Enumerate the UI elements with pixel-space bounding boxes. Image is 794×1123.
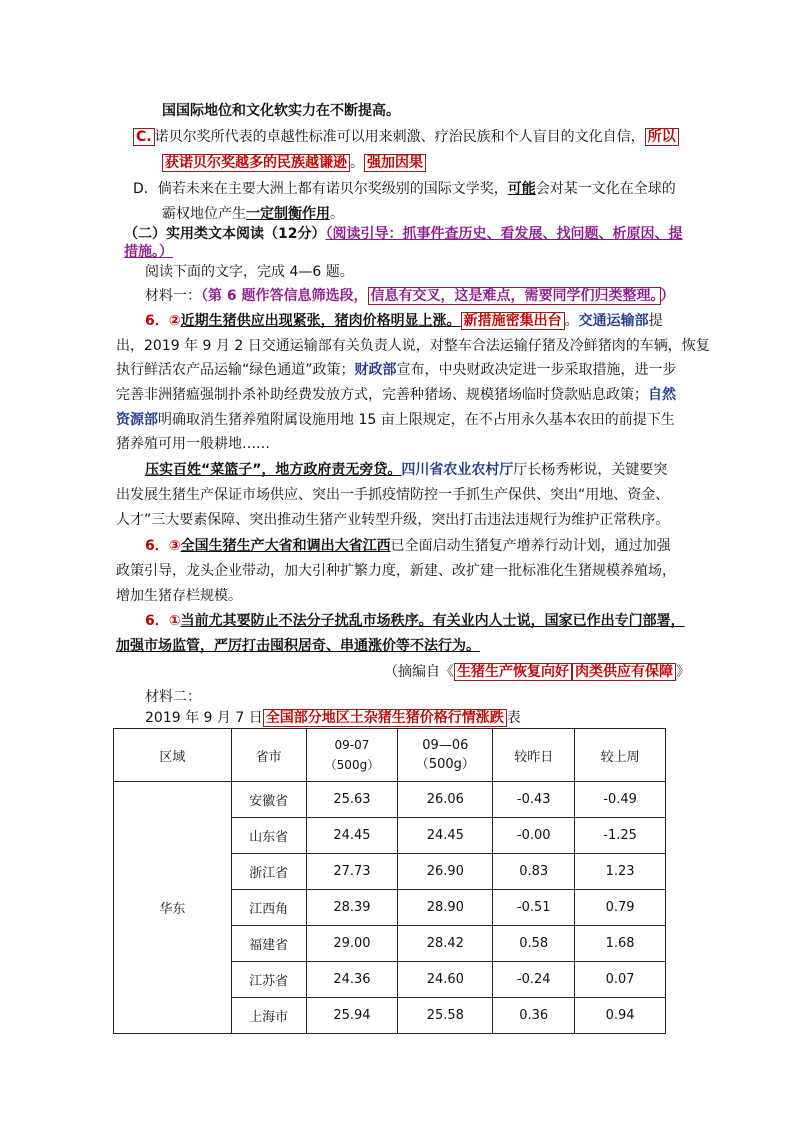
section-tip-line2: 措施。） — [124, 244, 173, 260]
option-c-line2: 获诺贝尔奖越多的民族越谦逊 。 强加因果 — [162, 152, 426, 174]
header-region: 区域 — [114, 729, 232, 782]
paragraph-three-line3: 增加生猪存栏规模。 — [116, 588, 242, 604]
header-vs-last-week: 较上周 — [575, 729, 666, 782]
option-b-continuation: 国国际地位和文化软实力在不断提高。 — [162, 103, 400, 119]
option-d-line2: 霸权地位产生一定制衡作用。 — [162, 206, 344, 222]
table-cell: -1.25 — [575, 818, 666, 854]
table-caption: 2019 年 9 月 7 日 全国部分地区土杂猪生猪价格行情涨跌 表 — [145, 710, 521, 726]
paragraph-three-line2: 政策引导，龙头企业带动，加大引种扩繁力度，新建、改扩建一批标准化生猪规模养殖场， — [116, 563, 676, 579]
paragraph-four-line1: 6．①当前尤其要防止不法分子扰乱市场秩序。有关业内人士说，国家已作出专门部署， — [145, 613, 685, 629]
table-cell: 0.07 — [575, 962, 666, 998]
header-vs-yesterday: 较昨日 — [493, 729, 575, 782]
header-0906: 09—06（500g） — [398, 729, 493, 782]
table-cell: 安徽省 — [231, 782, 306, 818]
option-d: D．倘若未来在主要大洲上都有诺贝尔奖级别的国际文学奖，可能会对某一文化在全球的 — [133, 181, 676, 197]
paragraph-four-line2: 加强市场监管，严厉打击囤积居奇、串通涨价等不法行为。 — [116, 638, 480, 654]
region-cell: 华东 — [114, 782, 232, 1034]
paragraph-one-line2: 出，2019 年 9 月 2 日交通运输部有关负责人说，对整车合法运输仔猪及冷鲜猪肉的车辆，恢复 — [116, 338, 710, 354]
table-cell: 0.36 — [493, 998, 575, 1034]
table-cell: 28.39 — [306, 890, 398, 926]
table-header-row — [114, 729, 666, 782]
table-cell: 江苏省 — [231, 962, 306, 998]
table-cell: 25.94 — [306, 998, 398, 1034]
table-cell: 25.63 — [306, 782, 398, 818]
table-cell: 上海市 — [231, 998, 306, 1034]
paragraph-one-line1: 6．②近期生猪供应出现紧张，猪肉价格明显上涨。 新措施密集出台 。交通运输部提 — [145, 313, 663, 329]
table-cell: 江西角 — [231, 890, 306, 926]
paragraph-two-line1: 压实百姓“菜篮子”，地方政府责无旁贷。四川省农业农村厅厅长杨秀彬说，关键要突 — [145, 462, 668, 478]
table-cell: 0.83 — [493, 854, 575, 890]
table-cell: 1.23 — [575, 854, 666, 890]
paragraph-one-line6: 猪养殖可用一般耕地…… — [116, 436, 270, 452]
option-c: C. 诺贝尔奖所代表的卓越性标准可以用来刺激、疗治民族和个人盲目的文化自信， 所以 — [133, 126, 679, 148]
source-citation: （摘编自《 生猪生产恢复向好 肉类供应有保障 》 — [384, 664, 690, 680]
table-cell: 24.45 — [398, 818, 493, 854]
price-table — [113, 728, 666, 1034]
table-cell: 0.58 — [493, 926, 575, 962]
paragraph-one-line3: 执行鲜活农产品运输“绿色通道”政策；财政部宣布，中央财政决定进一步采取措施，进一步 — [116, 362, 677, 378]
header-0907: 09-07 （500g） — [306, 729, 398, 782]
table-cell: -0.24 — [493, 962, 575, 998]
paragraph-two-line3: 人才”三大要素保障、突出推动生猪产业转型升级，突出打击违法违规行为维护正常秩序。 — [116, 512, 670, 528]
table-cell: 24.36 — [306, 962, 398, 998]
table-cell: 27.73 — [306, 854, 398, 890]
table-cell: -0.43 — [493, 782, 575, 818]
table-cell: 山东省 — [231, 818, 306, 854]
table-cell: 26.90 — [398, 854, 493, 890]
table-cell: 25.58 — [398, 998, 493, 1034]
section-title: （二）实用类文本阅读（12分）（阅读引导：抓事件查历史、看发展、找问题、析原因、提 — [124, 226, 683, 242]
header-province: 省市 — [231, 729, 306, 782]
table-cell: 29.00 — [306, 926, 398, 962]
table-cell: 0.94 — [575, 998, 666, 1034]
table-cell: 福建省 — [231, 926, 306, 962]
table-cell: 1.68 — [575, 926, 666, 962]
table-row — [114, 782, 666, 818]
paragraph-two-line2: 出发展生猪生产保证市场供应、突出一手抓疫情防控一手抓生产保供、突出“用地、资金、 — [116, 487, 670, 503]
table-cell: -0.00 — [493, 818, 575, 854]
table-cell: 26.06 — [398, 782, 493, 818]
table-cell: 0.79 — [575, 890, 666, 926]
paragraph-one-line4: 完善非洲猪瘟强制扑杀补助经费发放方式，完善种猪场、规模猪场临时贷款贴息政策；自然 — [116, 387, 676, 403]
table-cell: 浙江省 — [231, 854, 306, 890]
material-one-heading: 材料一：（第 6 题作答信息筛选段， 信息有交叉，这是难点，需要同学们归类整理。 ） — [145, 288, 675, 304]
reading-instruction: 阅读下面的文字，完成 4—6 题。 — [145, 264, 354, 280]
table-cell: -0.49 — [575, 782, 666, 818]
paragraph-three-line1: 6．③全国生猪生产大省和调出大省江西已全面启动生猪复产增养行动计划，通过加强 — [145, 538, 671, 554]
material-two-heading: 材料二： — [145, 689, 201, 705]
table-cell: 24.45 — [306, 818, 398, 854]
table-cell: -0.51 — [493, 890, 575, 926]
table-cell: 28.90 — [398, 890, 493, 926]
table-cell: 28.42 — [398, 926, 493, 962]
table-cell: 24.60 — [398, 962, 493, 998]
paragraph-one-line5: 资源部明确取消生猪养殖附属设施用地 15 亩上限规定，在不占用永久基本农田的前提下生 — [116, 412, 675, 428]
